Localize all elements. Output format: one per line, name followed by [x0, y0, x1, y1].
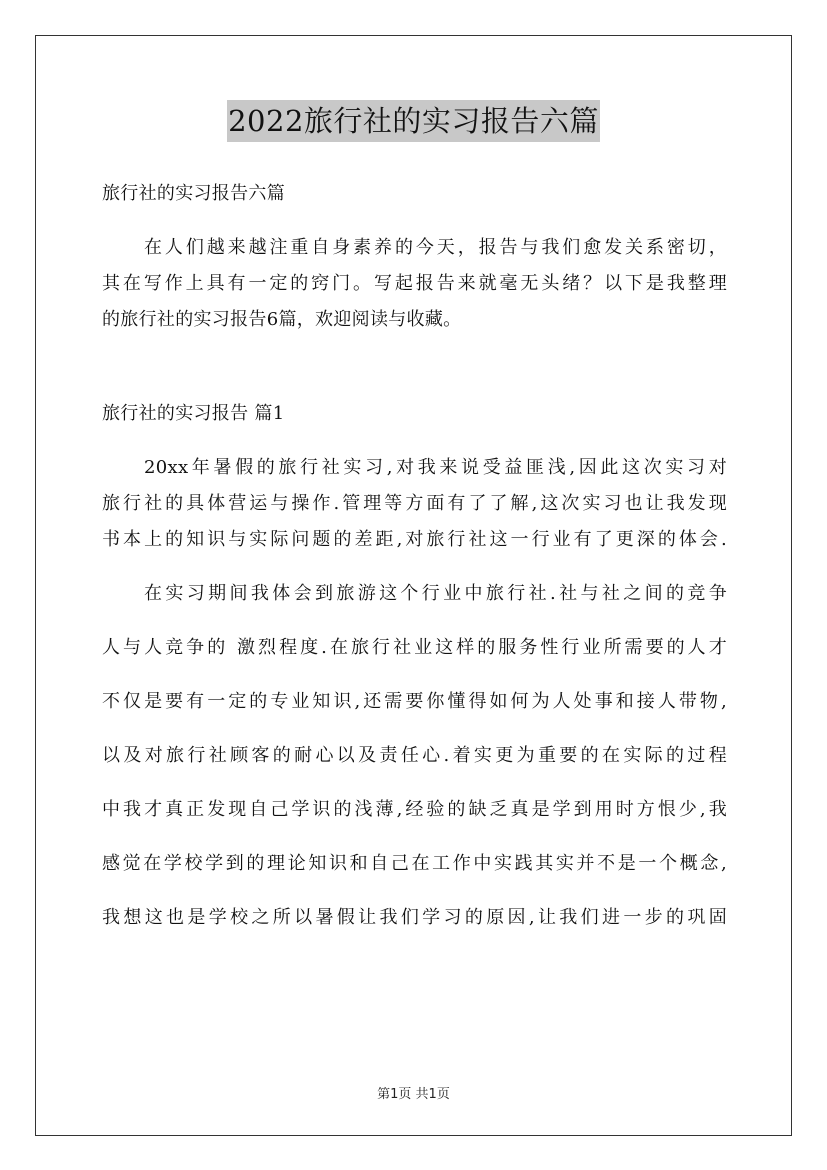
- intro-paragraph: [102, 230, 727, 338]
- paragraph-1: [102, 450, 727, 558]
- paragraph-line: 我想这也是学校之所以暑假让我们学习的原因,让我们进一步的巩固: [102, 907, 727, 928]
- section-heading: 旅行社的实习报告 篇1: [102, 403, 285, 424]
- paragraph-line: 旅行社的具体营运与操作.管理等方面有了了解,这次实习也让我发现: [102, 493, 727, 514]
- intro-line: 在人们越来越注重自身素养的今天，报告与我们愈发关系密切，: [144, 237, 727, 258]
- paragraph-line: 感觉在学校学到的理论知识和自己在工作中实践其实并不是一个概念,: [102, 853, 727, 874]
- paragraph-line: 在实习期间我体会到旅游这个行业中旅行社.社与社之间的竞争: [144, 583, 727, 604]
- paragraph-2: [102, 576, 727, 936]
- paragraph-line: 以及对旅行社顾客的耐心以及责任心.着实更为重要的在实际的过程: [102, 745, 727, 766]
- page-footer: 第1页 共1页: [377, 1087, 450, 1102]
- paragraph-line: 不仅是要有一定的专业知识,还需要你懂得如何为人处事和接人带物,: [102, 691, 727, 712]
- paragraph-line: 书本上的知识与实际问题的差距,对旅行社这一行业有了更深的体会.: [102, 529, 727, 550]
- subtitle: 旅行社的实习报告六篇: [102, 183, 285, 204]
- document-body: [102, 176, 727, 936]
- paragraph-line: 中我才真正发现自己学识的浅薄,经验的缺乏真是学到用时方恨少,我: [102, 799, 727, 820]
- paragraph-line: 人与人竞争的 激烈程度.在旅行社业这样的服务性行业所需要的人才: [102, 637, 727, 658]
- intro-line: 的旅行社的实习报告6篇，欢迎阅读与收藏。: [102, 309, 462, 330]
- intro-line: 其在写作上具有一定的窍门。写起报告来就毫无头绪？以下是我整理: [102, 273, 727, 294]
- document-title-text: 2022旅行社的实习报告六篇: [227, 100, 600, 142]
- paragraph-line: 20xx年暑假的旅行社实习,对我来说受益匪浅,因此这次实习对: [144, 457, 727, 478]
- document-title: [0, 100, 827, 142]
